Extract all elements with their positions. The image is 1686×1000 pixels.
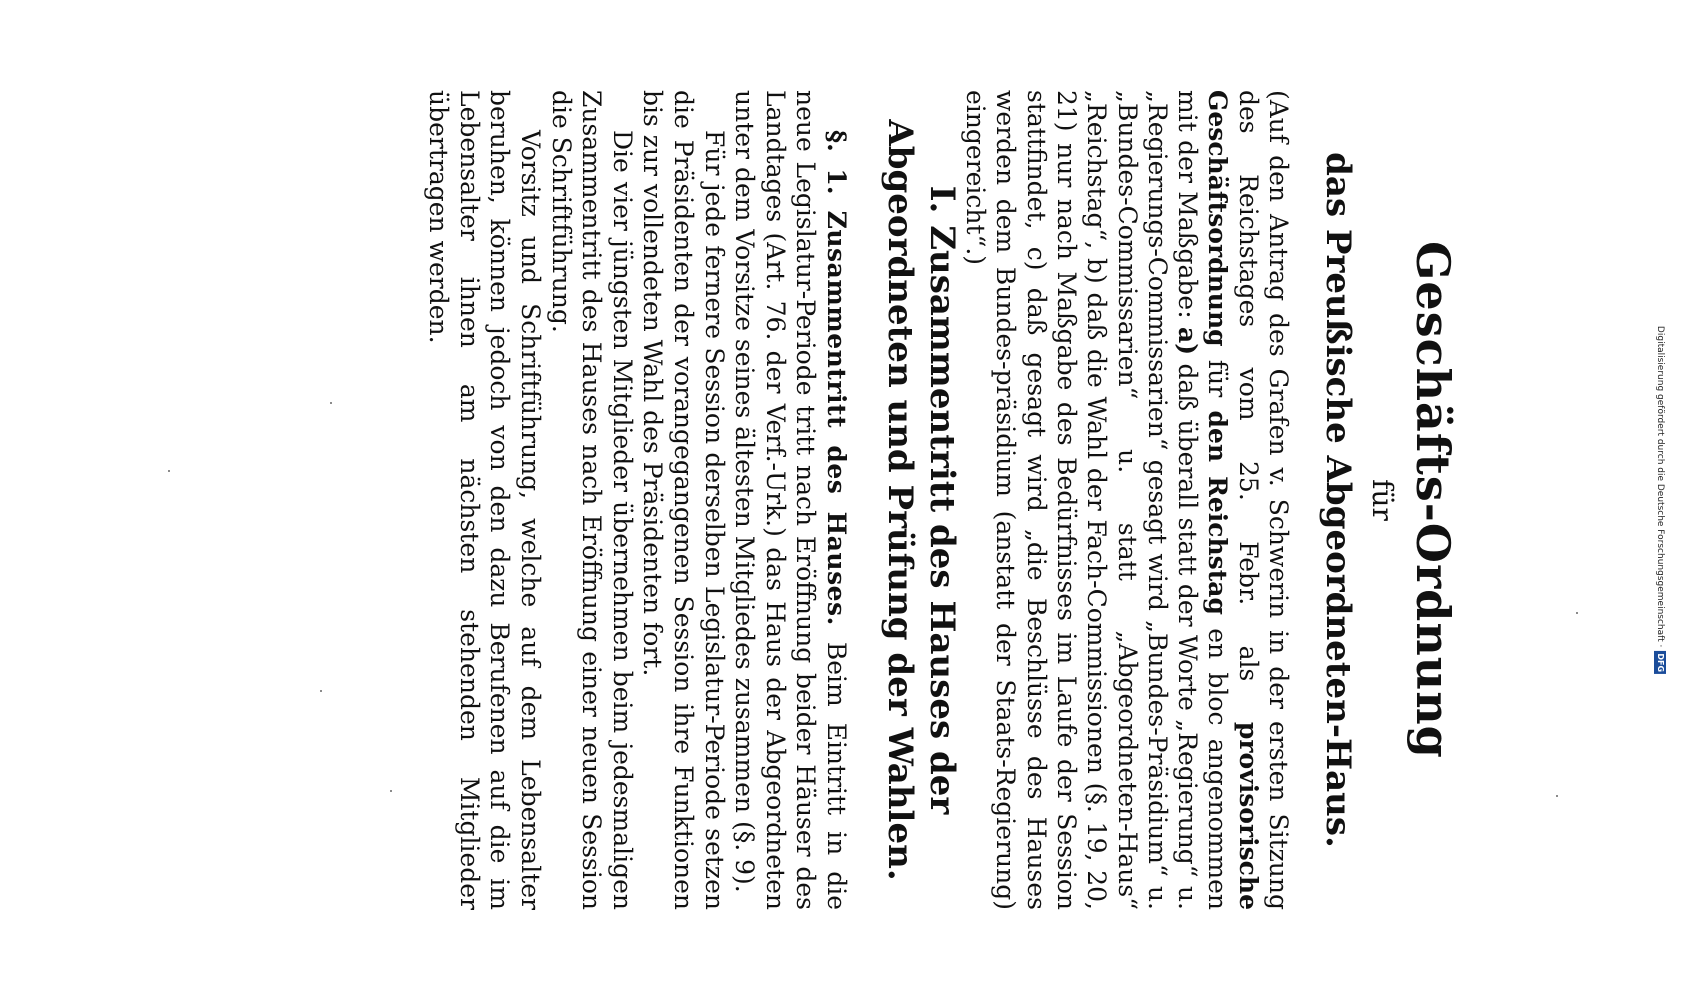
title-connector: für <box>1366 479 1399 521</box>
section-body <box>423 90 851 910</box>
credit-text: Digitalisierung gefördert durch die Deutsche Forschungsgemeinschaft · <box>1655 325 1665 648</box>
document-title: Geschäfts-Ordnung <box>1406 241 1460 759</box>
scan-speck <box>390 790 392 792</box>
section-heading: I. Zusammentritt des Hauses der Abgeordneten und Prüfung der Wahlen. <box>880 119 962 881</box>
paragraph-3: Die vier jüngsten Mitglieder übernehmen beim jedesmaligen Zusammentritt des Hauses nach Eröffnung einer neuen Session die Schriftführung. <box>546 90 637 910</box>
digitization-credit <box>1654 326 1666 674</box>
intro-text-2: für <box>1203 346 1233 411</box>
document-subtitle: das Preußische Abgeordneten-Haus. <box>1318 152 1358 848</box>
paragraph-4: Vorsitz und Schriftführung, welche auf dem Lebensalter beruhen, können jedoch von den dazu Berufenen auf die im Lebensalter ihnen am nächsten stehenden Mitglieder übertragen werden. <box>424 90 546 910</box>
intro-text-1: (Auf den Antrag des Grafen v. Schwerin in der ersten Sitzung des Reichstages vom 25. Febr. als <box>1233 90 1293 910</box>
paragraph-2: Für jede fernere Session derselben Legislatur-Periode setzen die Präsidenten der vorangegangenen Session ihre Funktionen bis zur vollendeten Wahl des Präsidenten fort. <box>638 90 729 910</box>
scan-speck <box>1556 795 1558 797</box>
scan-speck <box>168 470 170 472</box>
scan-speck <box>1576 612 1578 614</box>
scan-speck <box>330 402 332 404</box>
scan-speck <box>320 690 322 692</box>
paragraph-1-text: Beim Eintritt in die neue Legislatur-Periode tritt nach Eröffnung beider Häuser des Landtages (Art. 76. der Verf.-Urk.) das Haus der Abgeordneten unter dem Vorsitze seines ältesten Mitgliedes zusammen (§. 9). <box>730 90 851 910</box>
paragraph-label: §. 1. <box>822 130 851 195</box>
paragraph-1 <box>729 90 851 910</box>
intro-bold-3: a) <box>1173 327 1203 356</box>
rotated-scanned-page <box>223 50 1463 950</box>
page-content <box>223 50 1463 950</box>
intro-text-3: en bloc angenommen mit der Maßgabe: <box>1173 90 1233 910</box>
intro-text-4: daß überall statt der Worte „Regierung“ u. „Regierungs-Commissarien“ gesagt wird „Bundes-Präsidium“ u. „Bundes-Commissarien“ u. statt „Abgeordneten-Haus“ „Reichstag“, b) daß die Wahl der Fach-Commissionen (§. 19, 20, 21) nur nach Maßgabe des Bedürfnisses im Laufe der Session stattfindet, c) daß gesagt wird „die Beschlüsse des Hauses werden dem Bundes-präsidium (anstatt der Staats-Regierung) eingereicht“.) <box>961 90 1203 911</box>
paragraph-lead: Zusammentritt des Hauses. <box>822 210 851 626</box>
intro-bold-1: provisorische Geschäftsordnung <box>1203 90 1263 910</box>
dfg-logo: DFG <box>1656 653 1665 673</box>
intro-paragraph <box>960 90 1293 910</box>
intro-bold-2: den Reichstag <box>1203 410 1233 615</box>
